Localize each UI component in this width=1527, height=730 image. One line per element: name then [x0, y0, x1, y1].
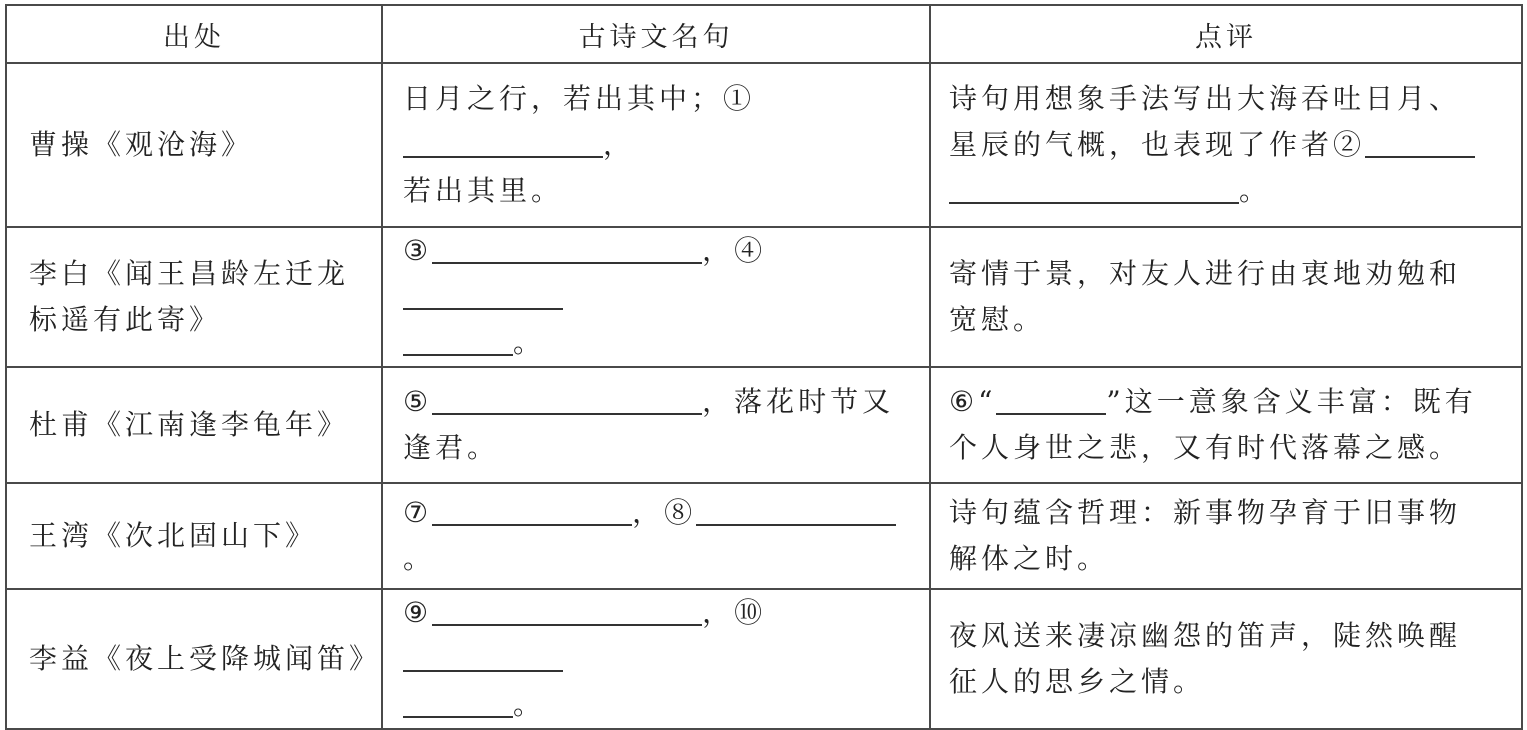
comment-text: 诗句用想象手法写出大海吞吐日月、: [949, 82, 1462, 115]
blank-10[interactable]: [403, 640, 563, 672]
verse-text: 若出其里。: [403, 174, 564, 207]
verse-text: 。: [403, 542, 436, 575]
source-cell: [6, 367, 382, 483]
verse-text: 逢君。: [403, 431, 500, 464]
blank-4[interactable]: [403, 278, 563, 310]
source-text: 曹操《观沧海》: [29, 128, 254, 161]
verse-text: 。: [513, 326, 546, 359]
table-row: [6, 63, 1522, 227]
verse-cell: [382, 483, 930, 589]
source-cell: [6, 483, 382, 589]
blank-8[interactable]: [696, 494, 896, 526]
verse-text: ⑨: [403, 596, 433, 629]
comment-text: 寄情于景，对友人进行由衷地劝勉和: [949, 257, 1462, 290]
comment-text: ⑥“: [949, 385, 997, 418]
verse-text: ⑦: [403, 496, 433, 529]
source-text: 杜甫《江南逢李龟年》: [29, 408, 350, 441]
source-cell: [6, 63, 382, 227]
verse-text: ，④: [702, 234, 767, 267]
comment-text: ”这一意象含义丰富：既有: [1106, 385, 1477, 418]
verse-text: ⑤: [403, 385, 433, 418]
blank-4-continued[interactable]: [403, 324, 513, 356]
comment-text: 个人身世之悲，又有时代落幕之感。: [949, 431, 1462, 464]
verse-text: ，⑩: [702, 596, 767, 629]
comment-cell: [930, 63, 1522, 227]
source-text: 王湾《次北固山下》: [29, 519, 318, 552]
blank-1[interactable]: [403, 126, 603, 158]
comment-text: 解体之时。: [949, 542, 1110, 575]
blank-3[interactable]: [432, 232, 702, 264]
comment-cell: [930, 367, 1522, 483]
verse-cell: [382, 589, 930, 729]
source-text: 李白《闻王昌龄左迁龙: [29, 257, 350, 290]
source-text: 标遥有此寄》: [29, 303, 222, 336]
blank-7[interactable]: [432, 494, 632, 526]
verse-text: ，: [603, 128, 636, 161]
blank-2[interactable]: [1365, 126, 1475, 158]
comment-text: 诗句蕴含哲理：新事物孕育于旧事物: [949, 496, 1462, 529]
table-row: [6, 589, 1522, 729]
verse-text: ，⑧: [632, 496, 697, 529]
poetry-table: [5, 4, 1523, 730]
comment-text: 征人的思乡之情。: [949, 665, 1206, 698]
comment-text: 星辰的气概，也表现了作者②: [949, 128, 1366, 161]
blank-2-continued[interactable]: [949, 172, 1239, 204]
verse-text: ，落花时节又: [702, 385, 895, 418]
comment-text: 宽慰。: [949, 303, 1046, 336]
table-row: [6, 367, 1522, 483]
comment-text: 。: [1239, 174, 1272, 207]
header-row: [6, 5, 1522, 63]
source-text: 李益《夜上受降城闻笛》: [29, 642, 382, 675]
verse-text: 。: [513, 688, 546, 721]
comment-text: 夜风送来凄凉幽怨的笛声，陡然唤醒: [949, 619, 1462, 652]
comment-cell: [930, 483, 1522, 589]
verse-cell: [382, 63, 930, 227]
table-row: [6, 227, 1522, 367]
header-source: 出处: [6, 5, 382, 63]
blank-9[interactable]: [432, 594, 702, 626]
comment-cell: [930, 227, 1522, 367]
comment-cell: [930, 589, 1522, 729]
source-cell: [6, 589, 382, 729]
verse-cell: [382, 227, 930, 367]
blank-5[interactable]: [432, 383, 702, 415]
verse-text: ③: [403, 234, 433, 267]
verse-text: 日月之行，若出其中；①: [403, 82, 756, 115]
blank-6[interactable]: [996, 383, 1106, 415]
verse-cell: [382, 367, 930, 483]
blank-10-continued[interactable]: [403, 686, 513, 718]
header-verse: 古诗文名句: [382, 5, 930, 63]
header-comment: 点评: [930, 5, 1522, 63]
table-row: [6, 483, 1522, 589]
source-cell: [6, 227, 382, 367]
